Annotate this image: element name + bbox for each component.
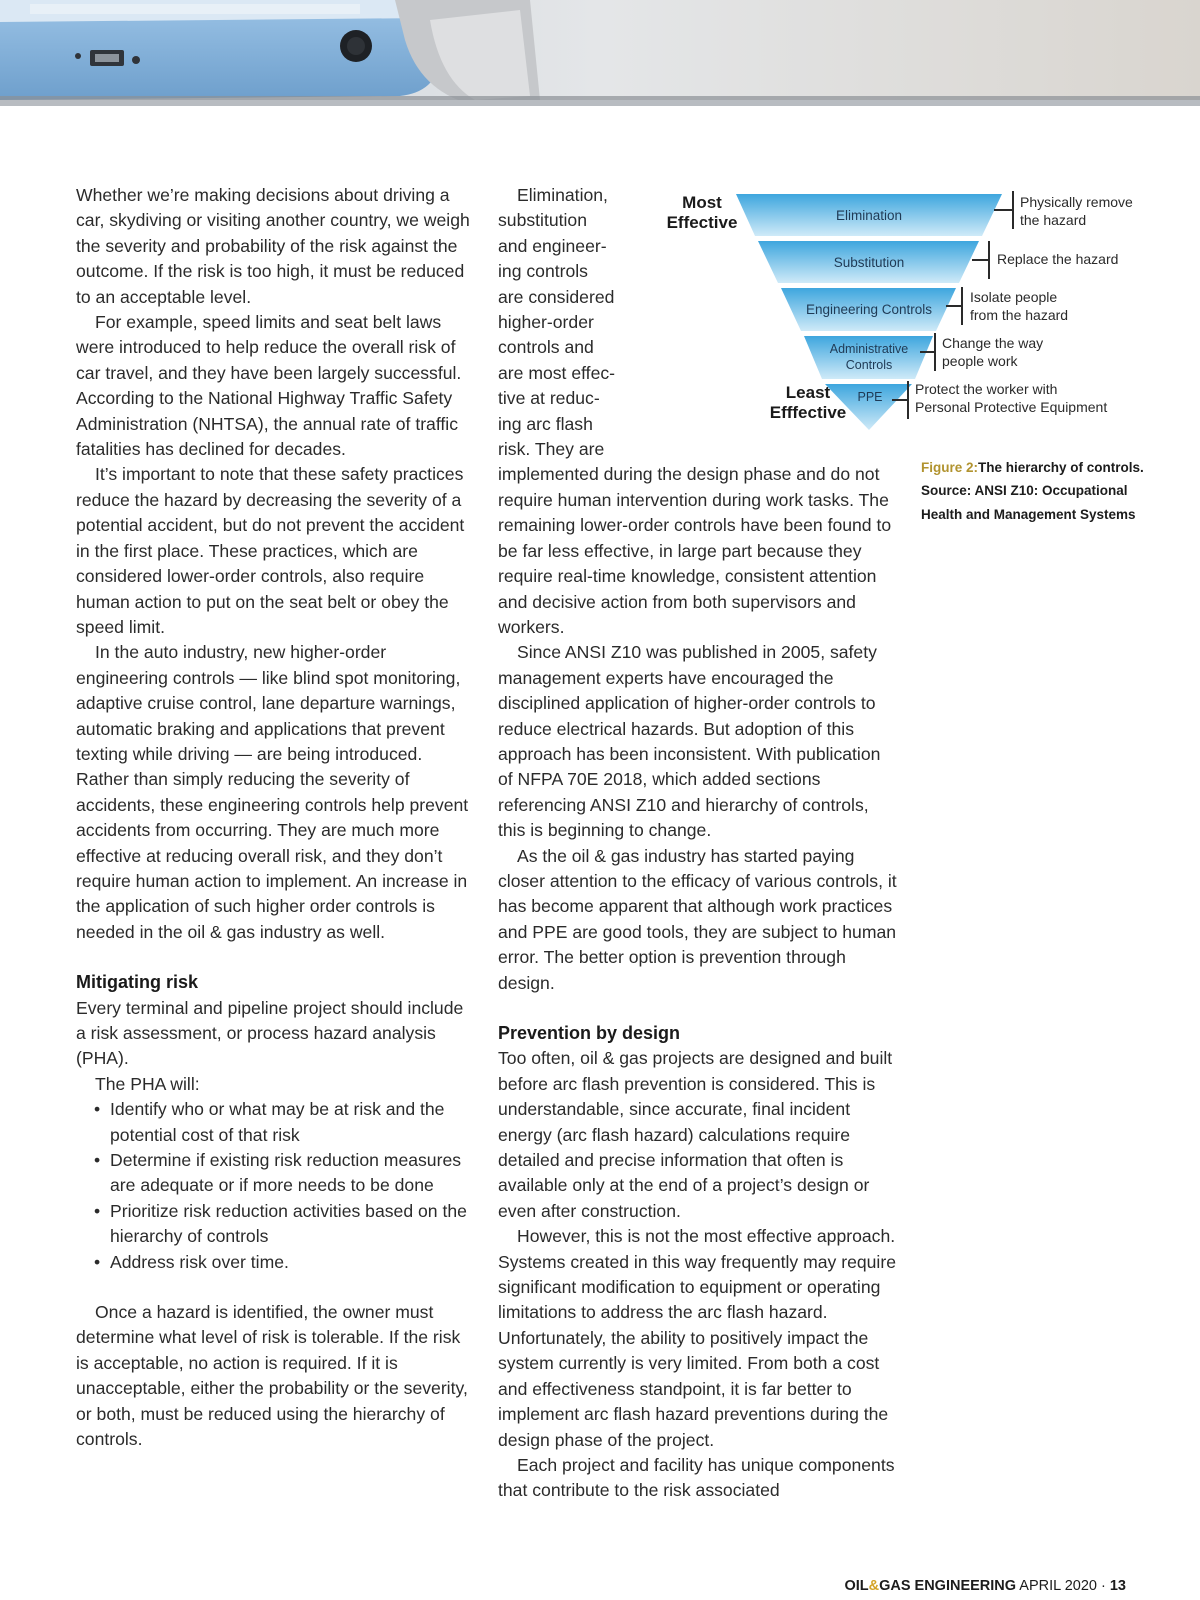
body-paragraph: implemented during the design phase and do not require human intervention during work tasks. The remaining lower-order controls have been found to be far less effective, in large part because they require real-time knowledge, consistent attention and decisive action from both supervisors and workers. — [498, 464, 892, 637]
publication-name-part: GAS ENGINEERING — [879, 1578, 1017, 1594]
body-paragraph: It’s important to note that these safety practices reduce the hazard by decreasing the severity of a potential accident, but do not prevent the accident in the first place. These practices, which are considered lower-order controls, also require human action to put on the seat belt or obey the speed limit. — [76, 464, 465, 637]
tier-desc-engineering: from the hazard — [970, 307, 1069, 323]
text-line: risk. They are — [498, 439, 605, 460]
page-number: 13 — [1109, 1578, 1126, 1594]
tier-label-substitution: Substitution — [833, 255, 905, 270]
body-paragraph: For example, speed limits and seat belt laws were introduced to help reduce the overall risk of car travel, and they have been largely successful. According to the National Highway Traffic Safety Administration (NHTSA), the annual rate of traffic fatalities has declined for decades. — [76, 312, 462, 460]
text-line: controls and — [498, 337, 594, 358]
figure-caption-label: Figure 2: — [921, 460, 979, 475]
list-item: • Address risk over time. — [76, 1250, 476, 1275]
section-heading-prevention-by-design: Prevention by design — [498, 1023, 681, 1043]
section-heading-mitigating-risk: Mitigating risk — [76, 972, 199, 993]
hierarchy-of-controls-figure — [640, 185, 1133, 435]
body-paragraph: The PHA will: — [95, 1073, 200, 1094]
text-line: higher-order — [498, 312, 594, 333]
body-paragraph: Once a hazard is identified, the owner must determine what level of risk is tolerable. If the risk is acceptable, no action is required. If it is unacceptable, either the probability or the severity, or both, must be reduced using the hierarchy of controls. — [76, 1302, 468, 1450]
footer-separator: · — [1100, 1578, 1106, 1594]
text-line: tive at reduc- — [498, 388, 600, 409]
body-paragraph: Too often, oil & gas projects are designed and built before arc flash prevention is considered. This is understandable, since accurate, final incident energy (arc flash hazard) calculations require detailed and precise information that often is available only at the end of a project’s design or even after construction. — [498, 1048, 893, 1221]
text-line: ing controls — [498, 261, 588, 282]
publication-name-part: OIL — [844, 1578, 869, 1594]
text-line: are considered — [498, 286, 615, 307]
body-paragraph: In the auto industry, new higher-order engineering controls — like blind spot monitoring, adaptive cruise control, lane departure warnings, automatic braking and applications that prevent texting while driving — are being introduced. Rather than simply reducing the severity of accidents, these engineering controls help prevent accidents from occurring. They are much more effective at reducing overall risk, and they don’t require human action to implement. An increase in the application of such higher order controls is needed in the oil & gas industry as well. — [76, 642, 469, 942]
tier-label-administrative: Administrative — [829, 342, 909, 356]
least-effective-label: Least — [785, 383, 831, 402]
tier-label-controls: Controls — [845, 358, 893, 372]
issue-date: APRIL 2020 — [1019, 1578, 1097, 1594]
article-column-1 — [76, 183, 476, 1453]
text-line: substitution — [498, 210, 587, 231]
most-effective-label: Most — [682, 193, 722, 212]
body-paragraph: However, this is not the most effective approach. Systems created in this way frequently may require significant modification to equipment or operating limitations to address the arc flash hazard. Unfortunately, the ability to positively impact the system currently is very limited. From both a cost and effectiveness standpoint, it is far better to implement arc flash hazard preventions during the design phase of the project. — [498, 1226, 896, 1450]
tier-desc-engineering: Isolate people — [970, 289, 1058, 305]
tier-label-engineering-controls: Engineering Controls — [805, 302, 933, 317]
list-item: • Determine if existing risk reduction measures are adequate or if more needs to be done — [76, 1148, 476, 1199]
hierarchy-diagram — [640, 185, 1133, 435]
list-item: • Prioritize risk reduction activities based on the hierarchy of controls — [76, 1199, 476, 1250]
body-paragraph: Every terminal and pipeline project should include a risk assessment, or process hazard analysis (PHA). — [76, 997, 464, 1069]
tier-label-elimination: Elimination — [835, 208, 903, 223]
header-photo-graphic — [0, 0, 1200, 106]
tier-desc-elimination: Physically remove — [1020, 194, 1133, 210]
tier-label-ppe: PPE — [857, 390, 883, 404]
publication-ampersand: & — [868, 1578, 880, 1594]
header-photo — [0, 0, 1200, 106]
tier-desc-ppe: Protect the worker with — [915, 381, 1058, 397]
tier-desc-administrative: people work — [942, 353, 1018, 369]
body-paragraph: As the oil & gas industry has started paying closer attention to the efficacy of various controls, it has become apparent that although work practices and PPE are good tools, they are subject to human error. The better option is prevention through design. — [498, 845, 897, 993]
tier-desc-ppe: Personal Protective Equipment — [915, 399, 1108, 415]
body-paragraph: Since ANSI Z10 was published in 2005, safety management experts have encouraged the disciplined application of higher-order controls to reduce electrical hazards. But adoption of this approach has been inconsistent. With publication of NFPA 70E 2018, which added sections referencing ANSI Z10 and hierarchy of controls, this is beginning to change. — [498, 642, 881, 841]
body-paragraph: Each project and facility has unique components that contribute to the risk associated — [498, 1454, 895, 1501]
text-line: Elimination, — [517, 185, 608, 205]
tier-desc-substitution: Replace the hazard — [997, 251, 1119, 267]
text-line: are most effec- — [498, 362, 616, 383]
pha-bullet-list — [76, 1097, 476, 1275]
body-paragraph: Whether we’re making decisions about driving a car, skydiving or visiting another country, we weigh the severity and probability of the risk against the outcome. If the risk is too high, it must be reduced to an acceptable level. — [76, 185, 470, 307]
least-effective-label: Efffective — [769, 403, 847, 422]
figure-caption-text: The hierarchy of controls. Source: ANSI Z10: Occupational Health and Management Systems — [921, 460, 1144, 522]
text-line: ing arc flash — [498, 413, 593, 434]
tier-desc-administrative: Change the way — [942, 335, 1044, 351]
figure-caption — [921, 456, 1151, 526]
most-effective-label: Effective — [666, 213, 738, 232]
page-footer — [844, 1578, 1126, 1594]
tier-desc-elimination: the hazard — [1020, 212, 1087, 228]
list-item: • Identify who or what may be at risk and the potential cost of that risk — [76, 1097, 476, 1148]
text-line: and engineer- — [498, 235, 607, 256]
